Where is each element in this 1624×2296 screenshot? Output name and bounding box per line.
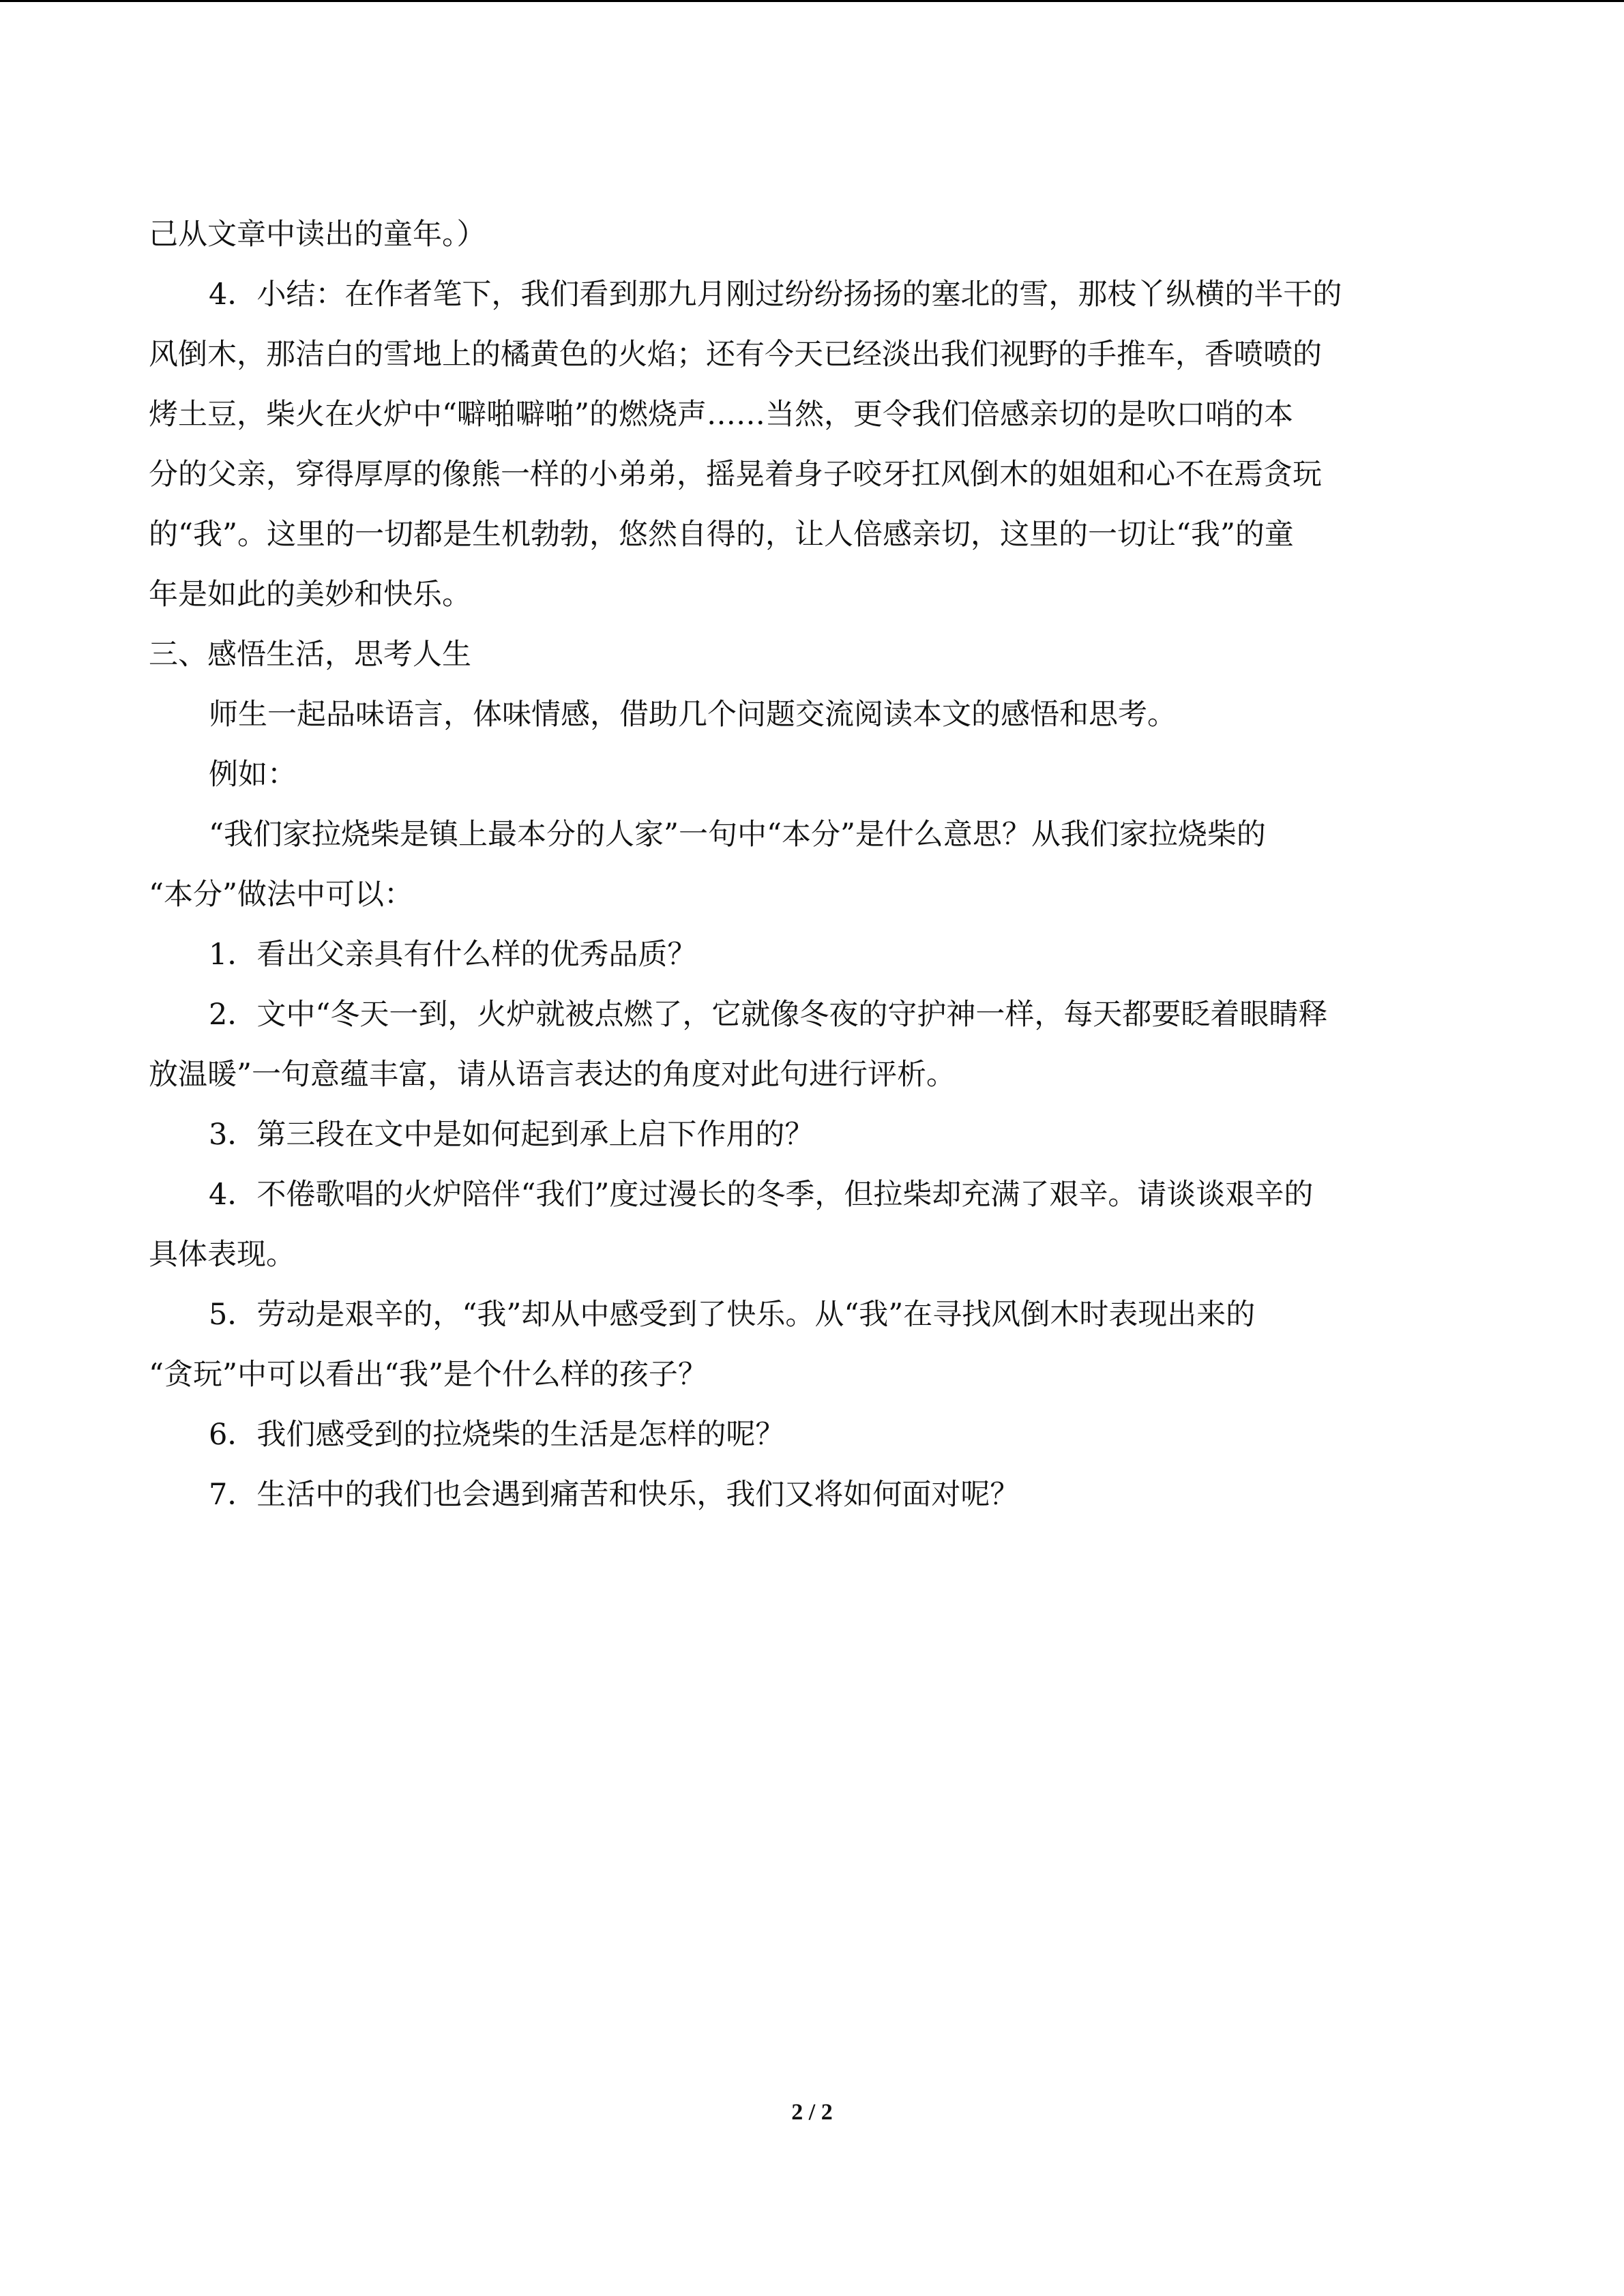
question-item: 5．劳动是艰辛的，“我”却从中感受到了快乐。从“我”在寻找风倒木时表现出来的 (209, 1298, 1256, 1332)
text-line: “本分”做法中可以： (149, 878, 413, 912)
document-body (149, 205, 1475, 1525)
question-item: 4．不倦歌唱的火炉陪伴“我们”度过漫长的冬季，但拉柴却充满了艰辛。请谈谈艰辛的 (209, 1178, 1314, 1212)
text-line: 年是如此的美妙和快乐。 (149, 578, 471, 612)
text-line: “我们家拉烧柴是镇上最本分的人家”一句中“本分”是什么意思？从我们家拉烧柴的 (209, 818, 1266, 852)
text-line: 分的父亲，穿得厚厚的像熊一样的小弟弟，摇晃着身子咬牙扛风倒木的姐姐和心不在焉贪玩 (149, 458, 1322, 492)
text-line: 的“我”。这里的一切都是生机勃勃，悠然自得的，让人倍感亲切，这里的一切让“我”的童 (149, 518, 1294, 552)
text-line: 己从文章中读出的童年。） (149, 218, 486, 252)
text-line: 例如： (209, 758, 297, 792)
page-number: 2 / 2 (791, 2100, 833, 2125)
section-heading: 三、感悟生活，思考人生 (149, 638, 471, 672)
text-line: 烤土豆，柴火在火炉中“噼啪噼啪”的燃烧声……当然，更令我们倍感亲切的是吹口哨的本 (149, 398, 1293, 432)
question-item: 3．第三段在文中是如何起到承上启下作用的？ (209, 1118, 814, 1152)
text-line: 师生一起品味语言，体味情感，借助几个问题交流阅读本文的感悟和思考。 (209, 698, 1177, 732)
question-item: 7．生活中的我们也会遇到痛苦和快乐，我们又将如何面对呢？ (209, 1478, 1020, 1512)
question-item: 6．我们感受到的拉烧柴的生活是怎样的呢？ (209, 1418, 785, 1452)
top-border-line (0, 0, 1624, 2)
question-item: 1．看出父亲具有什么样的优秀品质？ (209, 938, 697, 972)
text-line: 4．小结：在作者笔下，我们看到那九月刚过纷纷扬扬的塞北的雪，那枝丫纵横的半干的 (209, 278, 1342, 312)
text-line: 风倒木，那洁白的雪地上的橘黄色的火焰；还有今天已经淡出我们视野的手推车，香喷喷的 (149, 338, 1322, 372)
text-line: “贪玩”中可以看出“我”是个什么样的孩子？ (149, 1358, 707, 1392)
text-line: 放温暖”一句意蕴丰富，请从语言表达的角度对此句进行评析。 (149, 1058, 956, 1092)
text-line: 具体表现。 (149, 1238, 295, 1272)
question-item: 2．文中“冬天一到，火炉就被点燃了，它就像冬夜的守护神一样，每天都要眨着眼睛释 (209, 998, 1328, 1032)
